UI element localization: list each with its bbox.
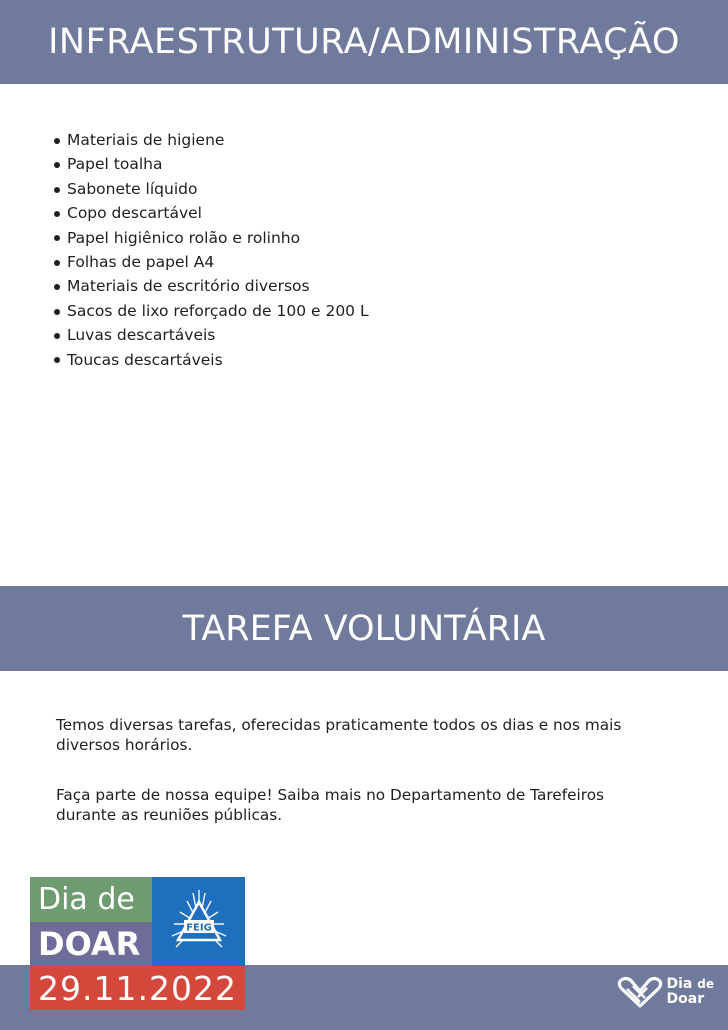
volunteer-paragraph-2: Faça parte de nossa equipe! Saiba mais no Departamento de Tarefeiros durante as reuniões públicas. [56, 786, 605, 824]
bullet-icon [54, 138, 60, 144]
section-banner [0, 586, 728, 671]
bullet-icon [54, 357, 60, 363]
heart-hands-icon [617, 976, 663, 1008]
bullet-icon [54, 309, 60, 315]
event-date: 29.11.2022 [30, 966, 245, 1010]
list-item: Folhas de papel A4 [54, 250, 369, 274]
bullet-icon [54, 187, 60, 193]
list-item: Materiais de higiene [54, 128, 369, 152]
list-item: Papel higiênico rolão e rolinho [54, 226, 369, 250]
header-banner [0, 0, 728, 84]
page-title: INFRAESTRUTURA/ADMINISTRAÇÃO [48, 22, 680, 62]
supply-list [54, 128, 369, 372]
bullet-icon [54, 235, 60, 241]
list-item: Materiais de escritório diversos [54, 274, 369, 298]
list-item: Sabonete líquido [54, 177, 369, 201]
volunteer-paragraph-1: Temos diversas tarefas, oferecidas praticamente todos os dias e nos mais diversos horários. [56, 716, 622, 754]
section-title: TAREFA VOLUNTÁRIA [182, 608, 546, 649]
footer-logo-text: Dia de Doar [666, 976, 714, 1007]
list-item: Papel toalha [54, 152, 369, 176]
feig-emblem [152, 877, 245, 966]
bullet-icon [54, 162, 60, 168]
list-item: Copo descartável [54, 201, 369, 225]
bullet-icon [54, 333, 60, 339]
feig-emblem-text: FEIG [185, 922, 212, 933]
bullet-icon [54, 260, 60, 266]
list-item: Sacos de lixo reforçado de 100 e 200 L [54, 299, 369, 323]
bullet-icon [54, 284, 60, 290]
feig-triangle-icon [160, 884, 238, 960]
badge-doar: DOAR [30, 922, 152, 966]
list-item: Luvas descartáveis [54, 323, 369, 347]
dia-de-doar-logo [617, 972, 714, 1012]
list-item: Toucas descartáveis [54, 348, 369, 372]
badge-dia-de: Dia de [30, 877, 152, 922]
bullet-icon [54, 211, 60, 217]
